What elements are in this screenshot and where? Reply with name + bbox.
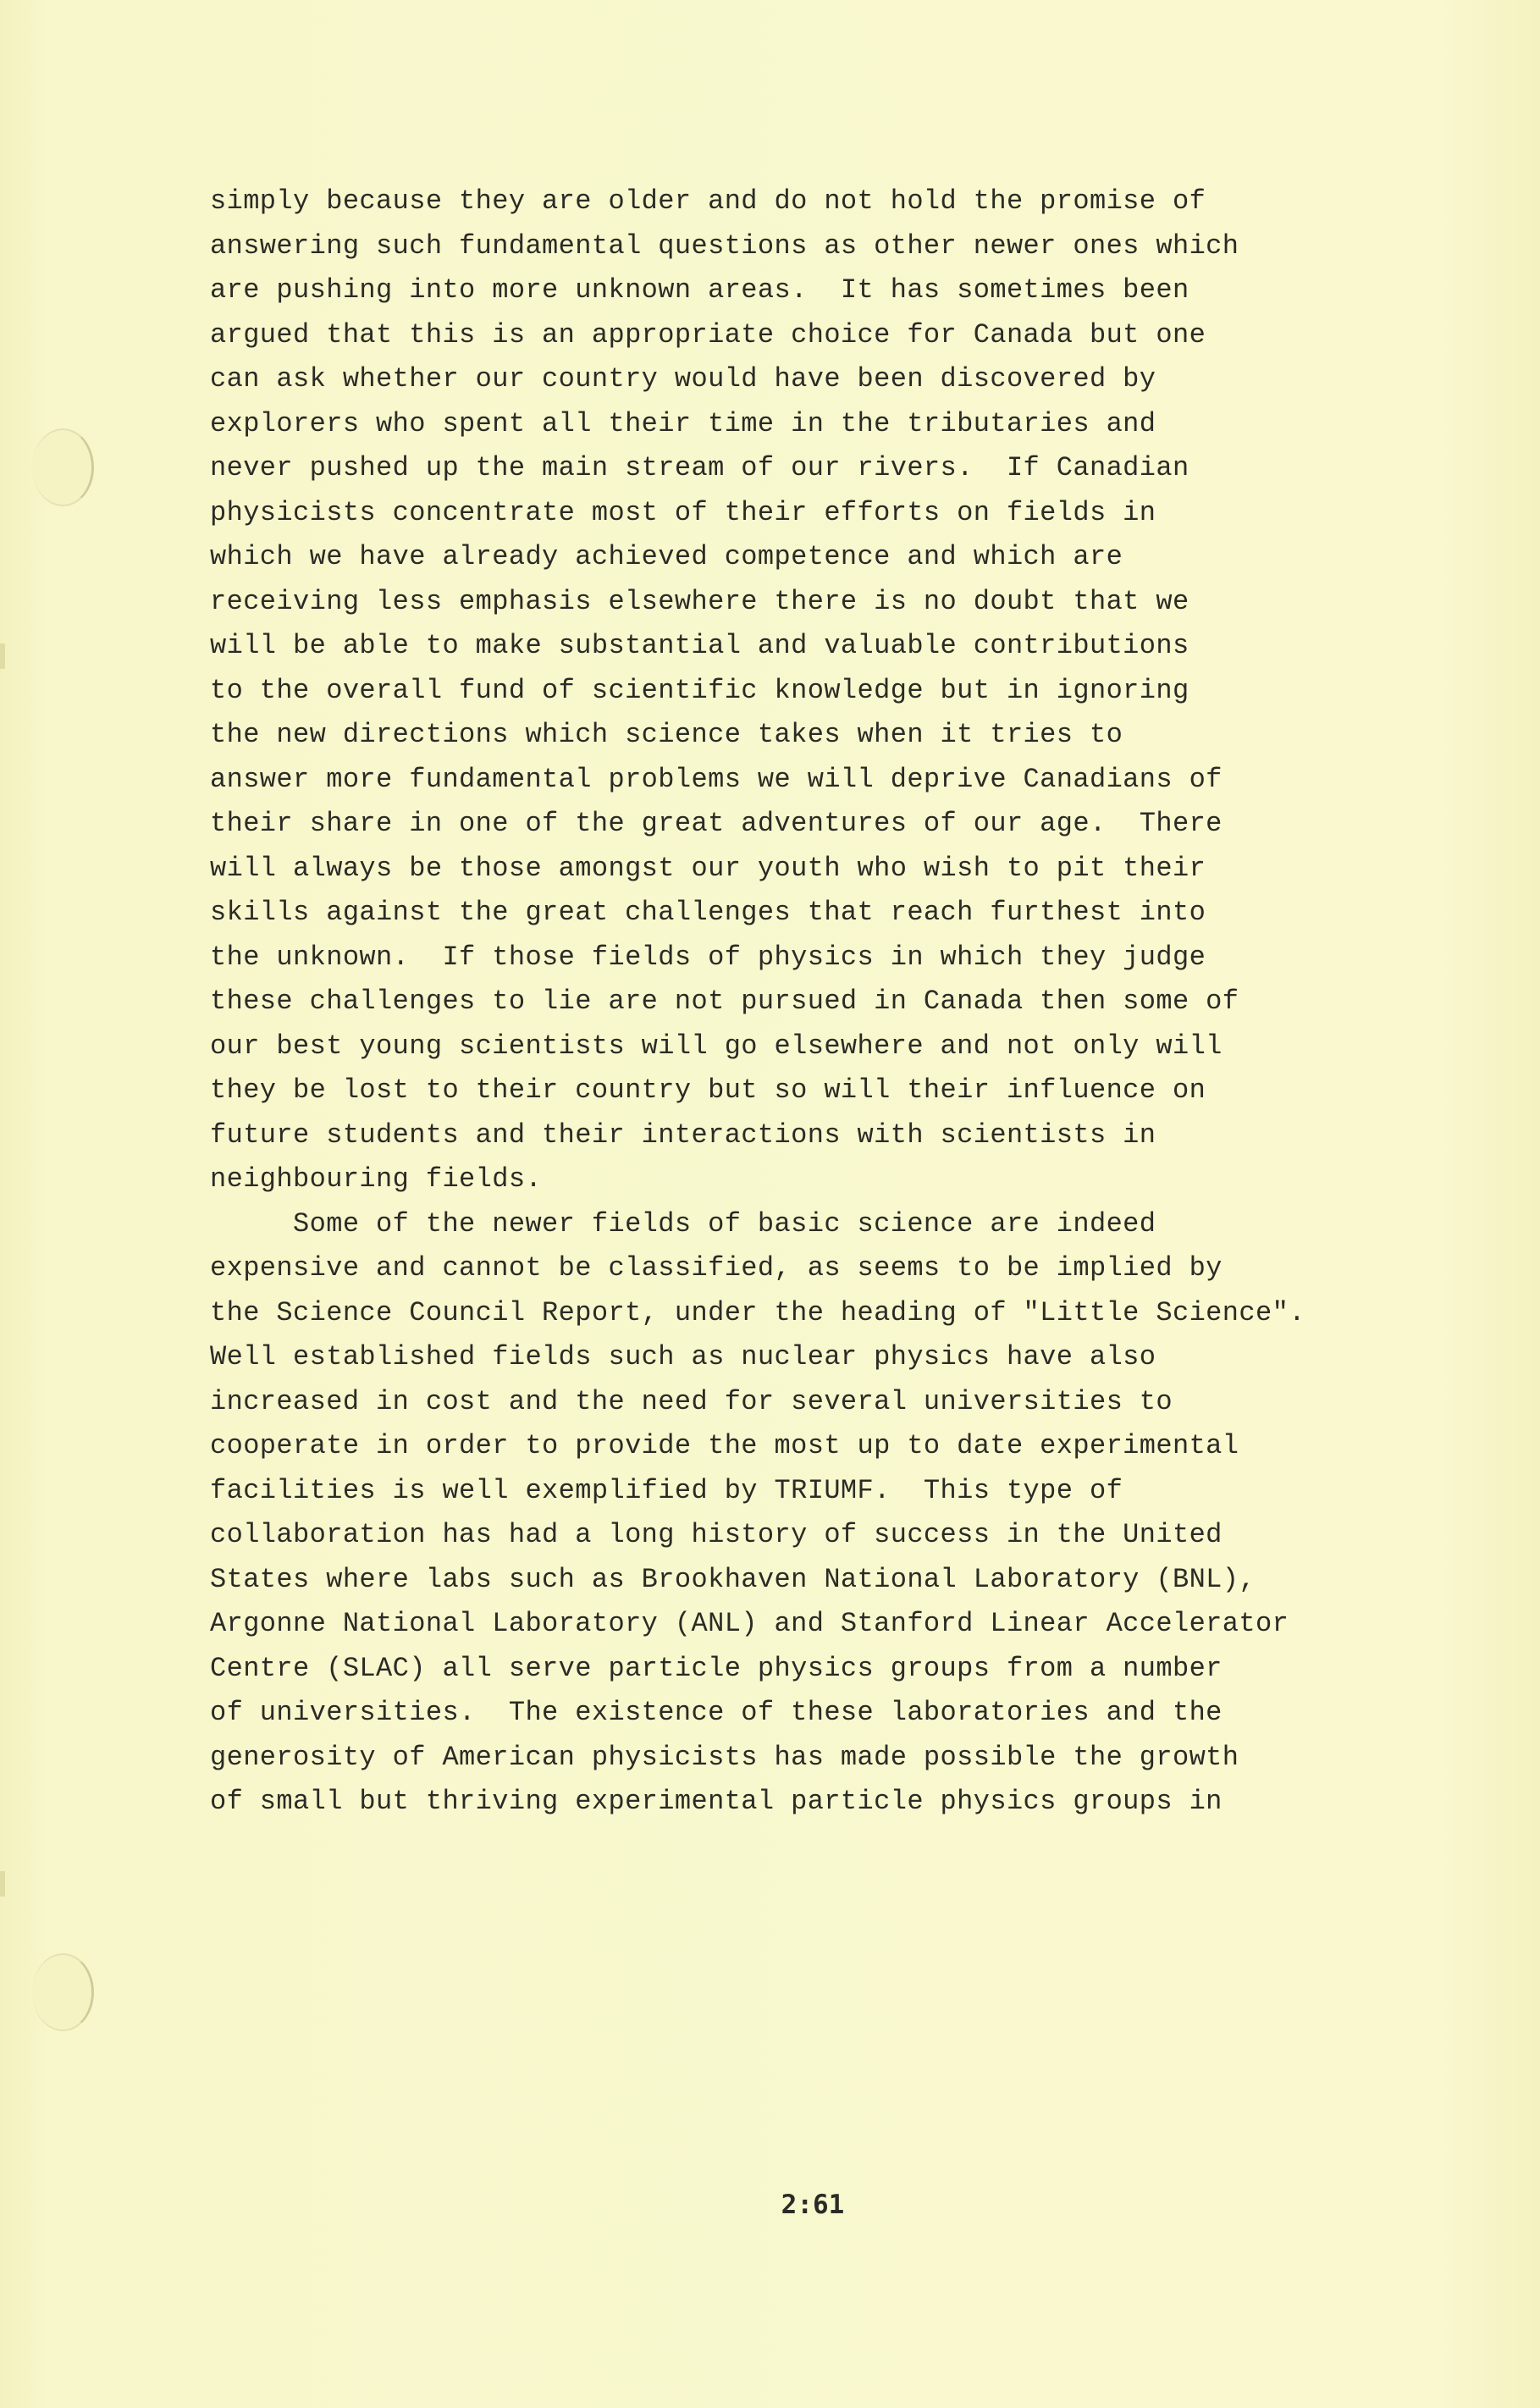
text-line: States where labs such as Brookhaven National Laboratory (BNL), bbox=[210, 1563, 1256, 1595]
binder-hole bbox=[32, 1953, 94, 2031]
text-line: the unknown. If those fields of physics in which they judge bbox=[210, 941, 1206, 973]
text-line: facilities is well exemplified by TRIUMF. This type of bbox=[210, 1474, 1123, 1506]
text-line: expensive and cannot be classified, as seems to be implied by bbox=[210, 1252, 1223, 1284]
text-line: will be able to make substantial and valuable contributions bbox=[210, 630, 1189, 661]
text-line: answering such fundamental questions as other newer ones which bbox=[210, 229, 1239, 262]
body-text bbox=[210, 179, 1395, 1825]
text-line: which we have already achieved competence and which are bbox=[210, 541, 1123, 572]
text-line: never pushed up the main stream of our rivers. If Canadian bbox=[210, 452, 1189, 483]
text-line: physicists concentrate most of their efforts on fields in bbox=[210, 496, 1156, 528]
text-line: will always be those amongst our youth who wish to pit their bbox=[210, 852, 1206, 884]
text-line: answer more fundamental problems we will deprive Canadians of bbox=[210, 763, 1223, 795]
text-line: their share in one of the great adventures of our age. There bbox=[210, 808, 1223, 839]
text-line: skills against the great challenges that reach furthest into bbox=[210, 897, 1206, 928]
text-line: neighbouring fields. bbox=[210, 1163, 543, 1195]
text-line: simply because they are older and do not hold the promise of bbox=[210, 185, 1206, 217]
page-edge-mark bbox=[0, 643, 5, 669]
text-line: receiving less emphasis elsewhere there is no doubt that we bbox=[210, 585, 1189, 617]
text-line: are pushing into more unknown areas. It has sometimes been bbox=[210, 274, 1189, 306]
text-line: the new directions which science takes when it tries to bbox=[210, 719, 1123, 750]
page-number: 2:61 bbox=[781, 2190, 845, 2220]
text-line: explorers who spent all their time in the tributaries and bbox=[210, 407, 1156, 439]
text-line: Well established fields such as nuclear physics have also bbox=[210, 1341, 1156, 1372]
text-line: to the overall fund of scientific knowledge but in ignoring bbox=[210, 674, 1189, 706]
text-line: Centre (SLAC) all serve particle physics groups from a number bbox=[210, 1652, 1223, 1684]
text-line: increased in cost and the need for several universities to bbox=[210, 1385, 1173, 1417]
text-line: Some of the newer fields of basic science are indeed bbox=[210, 1207, 1156, 1240]
page-edge-mark bbox=[0, 1871, 5, 1897]
text-line: they be lost to their country but so will their influence on bbox=[210, 1074, 1206, 1106]
text-line: of universities. The existence of these laboratories and the bbox=[210, 1697, 1223, 1728]
text-line: cooperate in order to provide the most up to date experimental bbox=[210, 1430, 1239, 1461]
text-line: our best young scientists will go elsewhere and not only will bbox=[210, 1030, 1223, 1062]
text-line: future students and their interactions with scientists in bbox=[210, 1118, 1156, 1151]
text-line: can ask whether our country would have been discovered by bbox=[210, 363, 1156, 395]
text-line: collaboration has had a long history of success in the United bbox=[210, 1519, 1223, 1550]
text-line: argued that this is an appropriate choice for Canada but one bbox=[210, 318, 1206, 351]
text-line: Argonne National Laboratory (ANL) and Stanford Linear Accelerator bbox=[210, 1608, 1289, 1639]
text-line: of small but thriving experimental particle physics groups in bbox=[210, 1786, 1223, 1817]
text-line: these challenges to lie are not pursued in Canada then some of bbox=[210, 986, 1239, 1017]
text-line: the Science Council Report, under the heading of "Little Science". bbox=[210, 1296, 1305, 1328]
binder-hole bbox=[32, 428, 94, 506]
text-line: generosity of American physicists has made possible the growth bbox=[210, 1741, 1239, 1773]
